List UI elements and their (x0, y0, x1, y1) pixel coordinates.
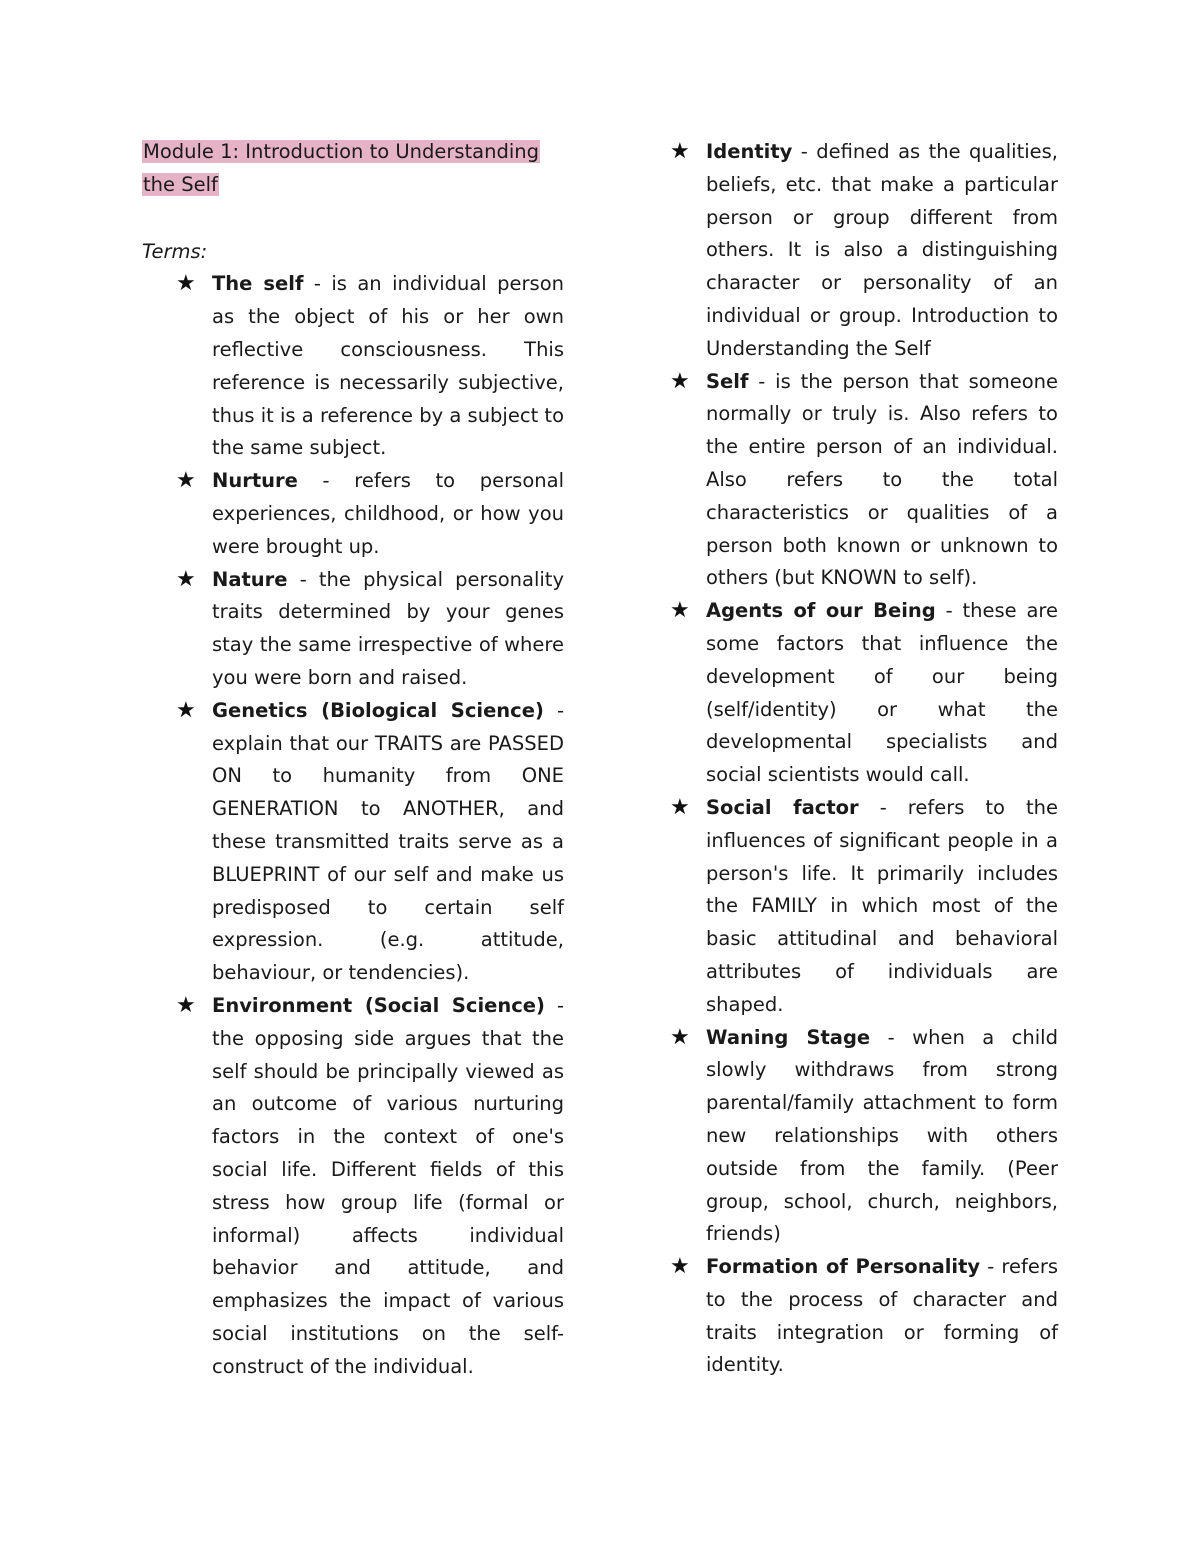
star-icon: ★ (670, 1254, 690, 1280)
term-item-nature (176, 564, 564, 695)
left-column (142, 136, 564, 1383)
term-name: The self (212, 272, 304, 296)
term-definition: - defined as the qualities, beliefs, etc. that make a particular person or group different from others. It is also a distinguishing character or personality of an individual or group. Introduction to Understanding the Self (706, 140, 1058, 360)
term-item-the-self (176, 268, 564, 465)
term-name: Social factor (706, 795, 859, 819)
term-item-identity (670, 136, 1058, 366)
term-definition: - is an individual person as the object of his or her own reflective consciousness. This reference is necessarily subjective, thus it is a reference by a subject to the same subject. (212, 272, 564, 460)
star-icon: ★ (176, 992, 196, 1018)
term-name: Nurture (212, 469, 298, 493)
star-icon: ★ (176, 468, 196, 494)
star-icon: ★ (670, 598, 690, 624)
star-icon: ★ (670, 139, 690, 164)
term-name: Identity (706, 140, 793, 163)
term-item-self (670, 366, 1058, 596)
term-item-nurture (176, 465, 564, 563)
star-icon: ★ (670, 794, 690, 820)
term-definition: - the opposing side argues that the self should be principally viewed as an outcome of various nurturing factors in the context of one's social life. Different fields of this stress how group life (formal or informal) affects individual behavior and attitude, and emphasizes the impact of various social institutions on the self-construct of the individual. (212, 993, 564, 1378)
star-icon: ★ (176, 566, 196, 592)
term-definition: - is the person that someone normally or truly is. Also refers to the entire person of an individual. Also refers to the total characteristics or qualities of a person both known or unknown to others (but KNOWN to self). (706, 369, 1058, 590)
left-terms-list (176, 268, 564, 1383)
term-name: Nature (212, 567, 288, 591)
star-icon: ★ (670, 1024, 690, 1050)
star-icon: ★ (670, 368, 690, 394)
right-terms-list (670, 136, 1058, 1382)
term-definition: - the physical personality traits determined by your genes stay the same irrespective of where you were born and raised. (212, 567, 564, 689)
term-name: Waning Stage (706, 1025, 871, 1049)
term-definition: - refers to personal experiences, childhood, or how you were brought up. (212, 469, 564, 558)
terms-label: Terms: (142, 239, 208, 263)
term-name: Formation of Personality (706, 1255, 981, 1279)
term-item-environment (176, 990, 564, 1384)
right-column (670, 136, 1058, 1382)
star-icon: ★ (176, 271, 196, 297)
term-definition: - explain that our TRAITS are PASSED ON to humanity from ONE GENERATION to ANOTHER, and these transmitted traits serve as a BLUEPRINT of our self and make us predisposed to certain self expression. (e.g. attitude, behaviour, or tendencies). (212, 698, 564, 985)
term-item-agents-of-our-being (670, 595, 1058, 792)
term-name: Agents of our Being (706, 599, 936, 623)
star-icon: ★ (176, 697, 196, 723)
term-definition: - refers to the influences of significant people in a person's life. It primarily includes the FAMILY in which most of the basic attitudinal and behavioral attributes of individuals are shaped. (706, 795, 1058, 1016)
term-name: Genetics (Biological Science) (212, 698, 544, 722)
page-title (142, 136, 564, 202)
term-item-waning-stage (670, 1022, 1058, 1252)
term-definition: - refers to the process of character and traits integration or forming of identity. (706, 1255, 1058, 1377)
term-definition: - when a child slowly withdraws from strong parental/family attachment to form new relationships with others outside from the family. (Peer group, school, church, neighbors, friends) (706, 1025, 1058, 1246)
term-item-formation-of-personality (670, 1251, 1058, 1382)
term-item-social-factor (670, 792, 1058, 1022)
title-highlight: Module 1: Introduction to Understanding the Self (143, 140, 540, 196)
term-definition: - these are some factors that influence the development of our being (self/identity) or what the developmental specialists and social scientists would call. (706, 599, 1059, 787)
term-name: Environment (Social Science) (212, 993, 545, 1017)
term-item-genetics (176, 695, 564, 990)
term-name: Self (706, 369, 749, 393)
